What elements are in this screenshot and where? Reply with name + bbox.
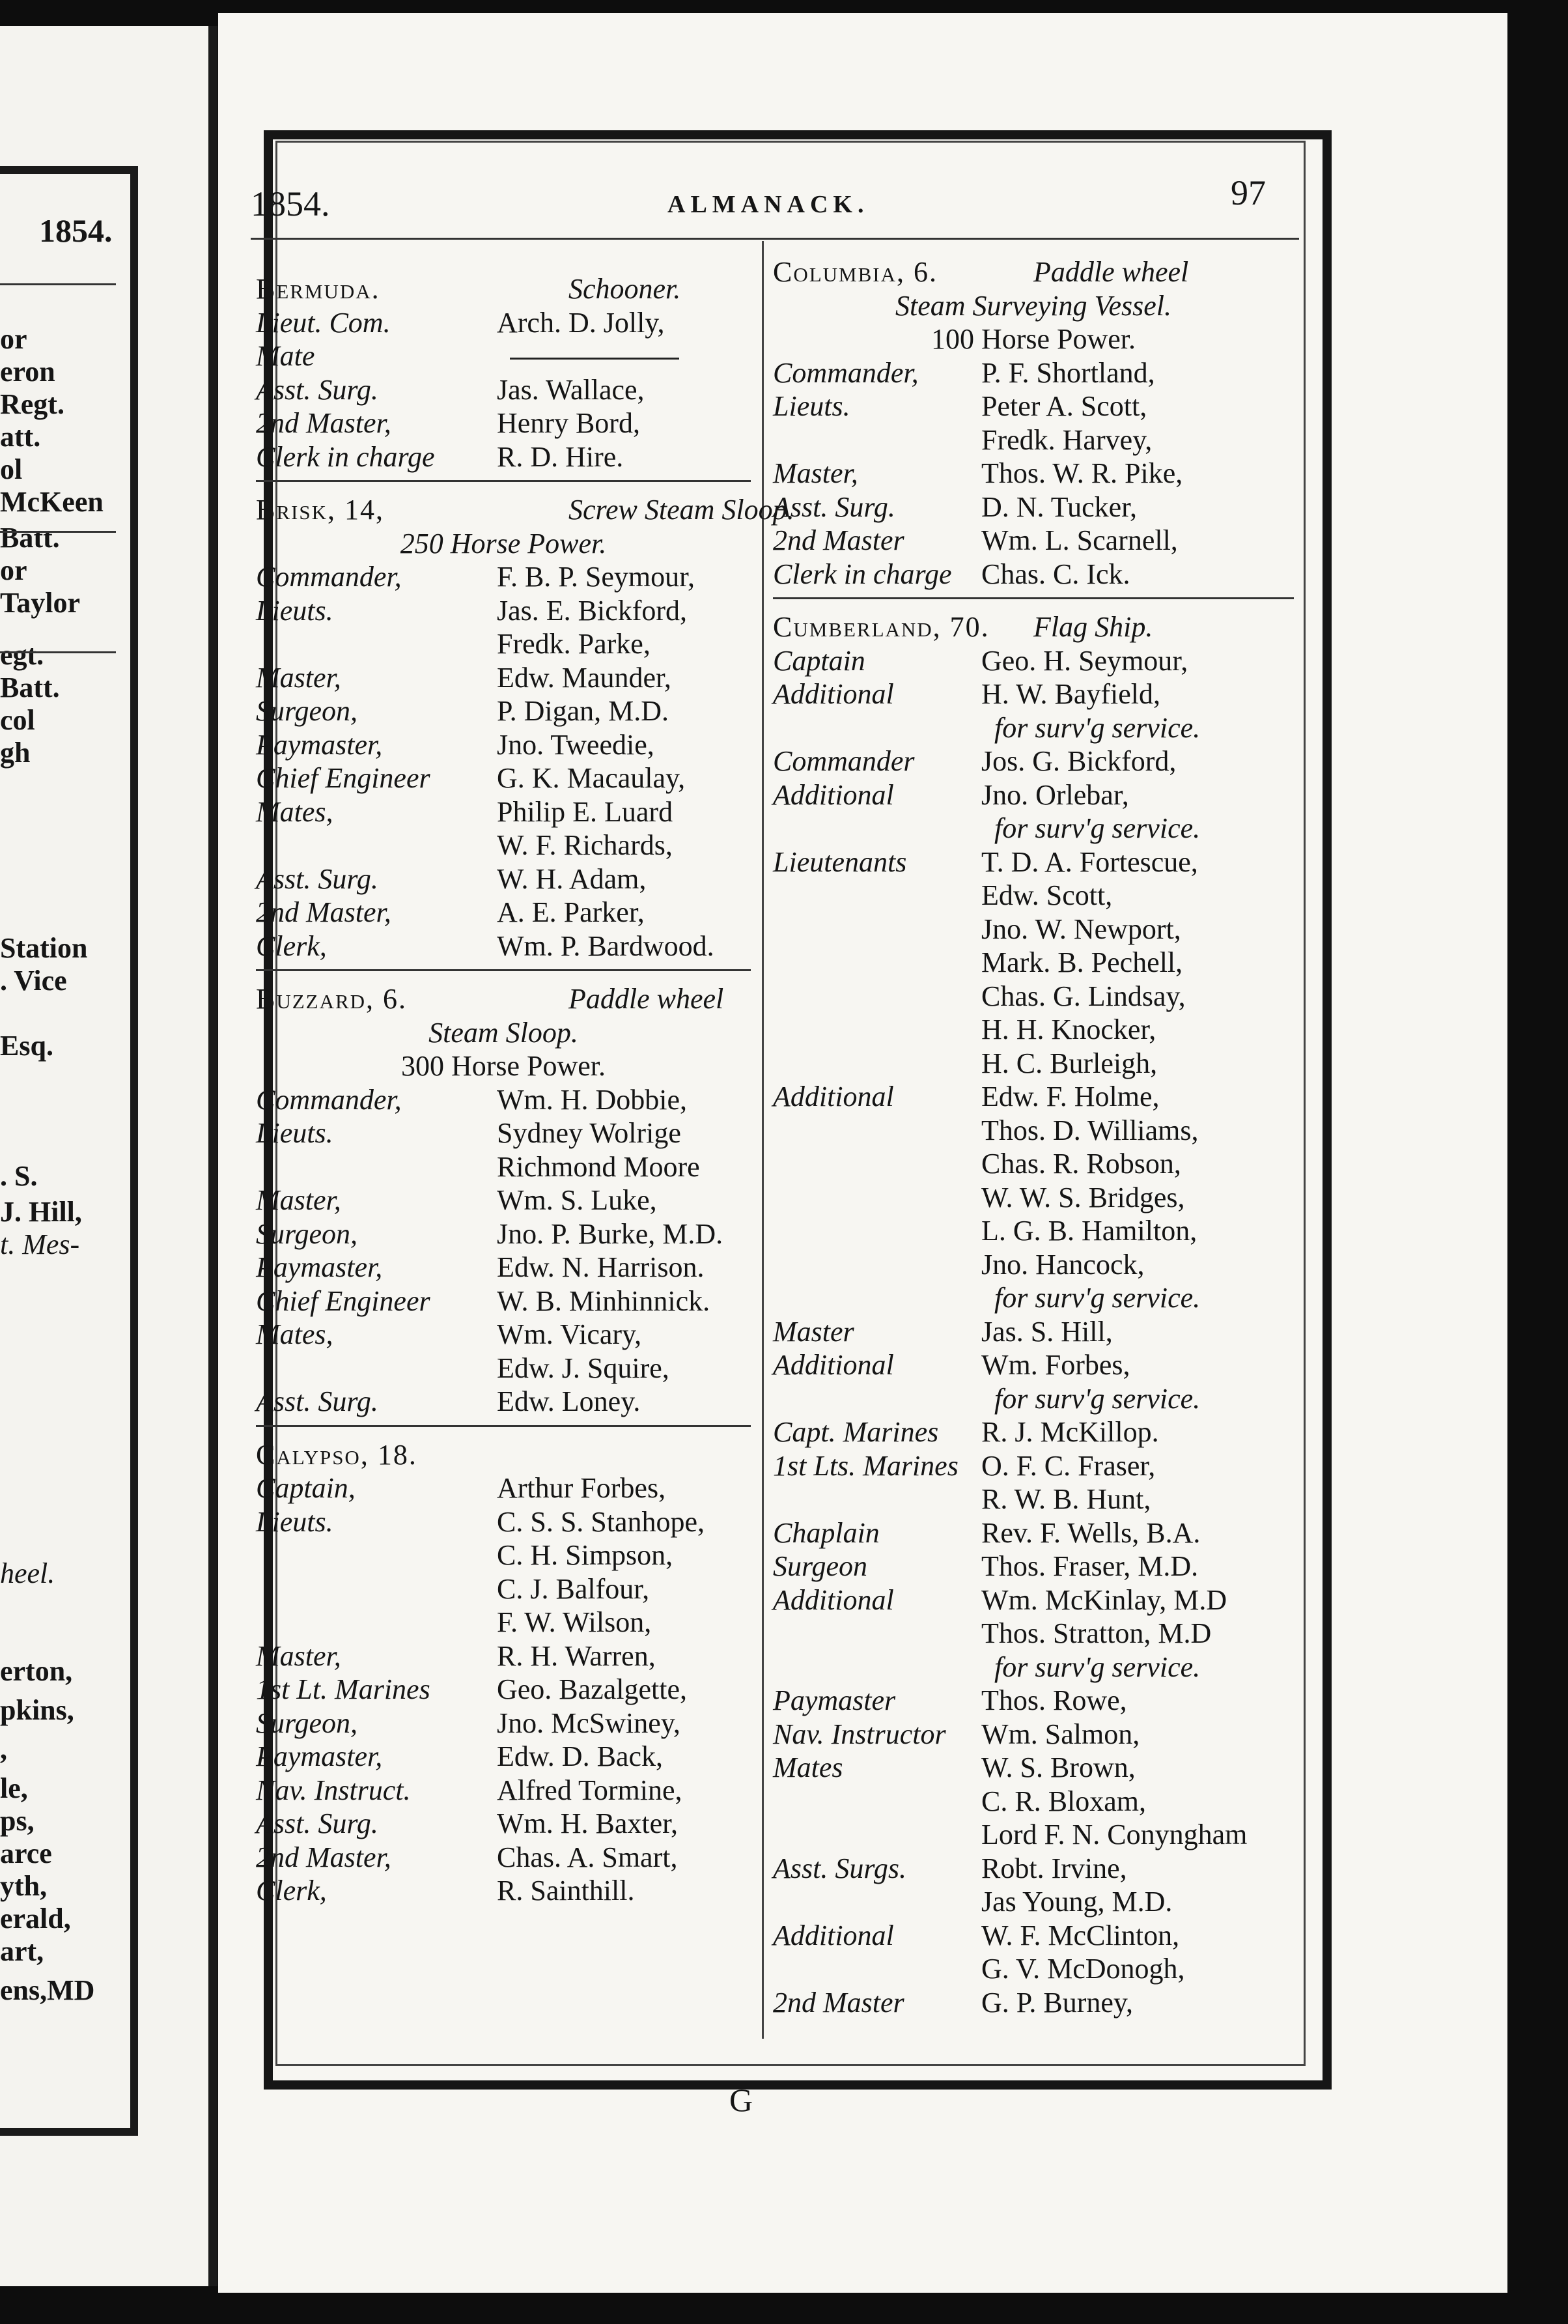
officer-rank: Lieuts.: [256, 1505, 333, 1538]
header-rule: [251, 238, 1299, 240]
officer-rank: Master,: [256, 1184, 341, 1216]
officer-name: G. P. Burney,: [981, 1986, 1134, 2019]
officer-name: R. W. B. Hunt,: [981, 1483, 1151, 1515]
officer-name: Wm. P. Bardwood.: [497, 929, 714, 962]
officer-rank: 1st Lts. Marines: [773, 1449, 959, 1482]
officer-name: G. V. McDonogh,: [981, 1953, 1185, 1985]
officer-name: Edw. N. Harrison.: [497, 1251, 705, 1283]
officer-rank: Paymaster: [773, 1684, 896, 1716]
officer-name: W. F. Richards,: [497, 829, 673, 861]
running-head-year: 1854.: [251, 184, 330, 223]
ship-name: Brisk, 14,: [256, 494, 384, 526]
officer-name: Jno. W. Newport,: [981, 913, 1181, 945]
officer-rank: Lieuts.: [256, 1117, 333, 1149]
officer-name: Chas. A. Smart,: [497, 1841, 678, 1873]
previous-page-line: Batt.: [0, 522, 60, 554]
officer-name: Thos. Fraser, M.D.: [981, 1550, 1199, 1582]
officer-rank: Commander,: [256, 561, 402, 593]
officer-name: Thos. Rowe,: [981, 1684, 1127, 1716]
previous-page-line: yth,: [0, 1870, 48, 1902]
officer-rank: Asst. Surg.: [773, 490, 895, 523]
officer-rank: Captain,: [256, 1472, 356, 1504]
officer-name: R. Sainthill.: [497, 1875, 635, 1906]
ship-type: Schooner.: [568, 273, 681, 305]
officer-name: T. D. A. Fortescue,: [981, 845, 1198, 878]
officer-rank: Chaplain: [773, 1516, 880, 1549]
officer-name: Jas. Wallace,: [497, 373, 645, 406]
officer-rank: Chief Engineer: [256, 1284, 430, 1317]
previous-page-line: art,: [0, 1935, 44, 1967]
previous-page-line: erton,: [0, 1655, 73, 1687]
officer-rank: Paymaster,: [256, 728, 383, 761]
officer-name: G. K. Macaulay,: [497, 762, 686, 794]
previous-page-line: t. Mes-: [0, 1228, 80, 1260]
previous-page-rule: [0, 283, 116, 285]
officer-rank: Additional: [773, 1349, 894, 1381]
officer-name: Robt. Irvine,: [981, 1852, 1127, 1884]
officer-rank: Paymaster,: [256, 1251, 383, 1283]
officer-name: W. B. Minhinnick.: [497, 1284, 710, 1317]
ship-heading: [256, 982, 724, 1015]
officer-name: for surv'g service.: [994, 812, 1201, 844]
officer-name: Richmond Moore: [497, 1150, 700, 1183]
officer-rank: Clerk in charge: [773, 558, 952, 590]
vacant-dash: [510, 358, 679, 360]
officer-rank: Surgeon,: [256, 1217, 358, 1250]
officer-rank: Chief Engineer: [256, 762, 430, 794]
officer-rank: Paymaster,: [256, 1740, 383, 1772]
officer-name: W. W. S. Bridges,: [981, 1181, 1185, 1213]
officer-name: Thos. Stratton, M.D: [981, 1617, 1212, 1649]
officer-name: Sydney Wolrige: [497, 1117, 681, 1149]
officer-rank: Asst. Surg.: [256, 373, 378, 406]
officer-name: L. G. B. Hamilton,: [981, 1215, 1197, 1247]
officer-rank: Lieuts.: [256, 594, 333, 627]
ship-heading: [773, 255, 1189, 289]
officer-rank: Clerk,: [256, 929, 327, 962]
previous-page-line: Batt.: [0, 672, 60, 703]
officer-name: H. W. Bayfield,: [981, 678, 1160, 710]
officer-rank: Lieut. Com.: [256, 306, 391, 339]
officer-rank: Asst. Surg.: [256, 1807, 378, 1839]
previous-page-line: arce: [0, 1837, 52, 1869]
officer-rank: 2nd Master: [773, 524, 904, 556]
section-rule: [256, 1425, 751, 1427]
officer-rank: Master,: [773, 457, 858, 489]
officer-name: C. J. Balfour,: [497, 1572, 650, 1605]
signature-mark: G: [729, 2082, 753, 2118]
officer-rank: Clerk in charge: [256, 440, 435, 473]
officer-name: Jas. S. Hill,: [981, 1315, 1113, 1348]
officer-name: Jno. McSwiney,: [497, 1707, 680, 1739]
officer-rank: Mates,: [256, 1318, 333, 1350]
officer-name: for surv'g service.: [994, 711, 1201, 744]
officer-rank: Master: [773, 1315, 854, 1348]
officer-rank: Surgeon,: [256, 695, 358, 727]
officer-name: H. H. Knocker,: [981, 1013, 1156, 1045]
officer-name: W. S. Brown,: [981, 1751, 1136, 1783]
previous-page-line: or: [0, 554, 27, 586]
previous-page-line: eron: [0, 356, 55, 388]
previous-page-sliver: [0, 26, 217, 2286]
officer-name: Fredk. Harvey,: [981, 423, 1153, 456]
previous-page-line: Station: [0, 932, 88, 964]
ship-detail: 250 Horse Power.: [400, 527, 607, 560]
officer-name: Geo. Bazalgette,: [497, 1673, 687, 1705]
officer-name: Edw. D. Back,: [497, 1740, 663, 1772]
officer-name: R. D. Hire.: [497, 440, 624, 473]
officer-name: P. Digan, M.D.: [497, 695, 669, 727]
officer-name: Thos. W. R. Pike,: [981, 457, 1183, 489]
officer-rank: Mates,: [256, 795, 333, 828]
officer-name: Peter A. Scott,: [981, 390, 1147, 422]
officer-rank: Master,: [256, 661, 341, 694]
officer-rank: Asst. Surg.: [256, 1385, 378, 1417]
section-rule: [256, 480, 751, 482]
officer-name: O. F. C. Fraser,: [981, 1449, 1156, 1482]
officer-name: H. C. Burleigh,: [981, 1047, 1158, 1079]
ship-type: Paddle wheel: [568, 983, 724, 1015]
officer-rank: Nav. Instruct.: [256, 1774, 411, 1806]
officer-name: Wm. S. Luke,: [497, 1184, 657, 1216]
ship-name: Columbia, 6.: [773, 256, 938, 288]
officer-name: Edw. Scott,: [981, 879, 1113, 911]
ship-heading: [256, 493, 794, 526]
officer-name: Alfred Tormine,: [497, 1774, 682, 1806]
running-head-title: ALMANACK.: [667, 191, 869, 218]
officer-name: for surv'g service.: [994, 1382, 1201, 1415]
officer-name: Fredk. Parke,: [497, 628, 651, 660]
officer-rank: Surgeon: [773, 1550, 868, 1582]
officer-name: Chas. G. Lindsay,: [981, 980, 1186, 1012]
officer-rank: Additional: [773, 1919, 894, 1951]
officer-name: R. H. Warren,: [497, 1639, 656, 1672]
ship-name: Buzzard, 6.: [256, 983, 408, 1015]
officer-rank: Additional: [773, 778, 894, 811]
previous-page-line: . Vice: [0, 965, 67, 997]
officer-name: Chas. R. Robson,: [981, 1148, 1181, 1180]
officer-name: Thos. D. Williams,: [981, 1114, 1199, 1146]
officer-rank: Capt. Marines: [773, 1416, 939, 1448]
officer-name: Edw. J. Squire,: [497, 1352, 669, 1384]
section-rule: [773, 597, 1294, 599]
previous-page-line: or: [0, 323, 27, 355]
previous-page-line: egt.: [0, 639, 44, 671]
officer-name: for surv'g service.: [994, 1282, 1201, 1314]
officer-name: P. F. Shortland,: [981, 356, 1155, 389]
previous-page-line: heel.: [0, 1557, 55, 1589]
officer-name: Henry Bord,: [497, 407, 640, 439]
previous-page-line: gh: [0, 737, 31, 769]
ship-detail: Steam Surveying Vessel.: [895, 289, 1171, 322]
officer-name: F. W. Wilson,: [497, 1606, 652, 1638]
officer-rank: Mate: [256, 340, 315, 372]
previous-page-line: le,: [0, 1772, 28, 1804]
previous-page-line: erald,: [0, 1903, 71, 1934]
ship-name: Calypso, 18.: [256, 1438, 417, 1471]
officer-name: Edw. Loney.: [497, 1385, 641, 1417]
officer-name: Jno. Hancock,: [981, 1248, 1145, 1281]
officer-rank: Commander,: [256, 1083, 402, 1116]
previous-page-line: Regt.: [0, 388, 64, 420]
officer-name: Wm. Vicary,: [497, 1318, 642, 1350]
ship-name: Bermuda.: [256, 273, 380, 305]
ship-heading: [256, 272, 681, 305]
officer-rank: Lieuts.: [773, 390, 850, 422]
previous-page-line: McKeen: [0, 486, 104, 518]
officer-rank: Asst. Surgs.: [773, 1852, 906, 1884]
previous-page-line: Esq.: [0, 1030, 53, 1062]
ship-name: Cumberland, 70.: [773, 611, 990, 643]
officer-name: F. B. P. Seymour,: [497, 561, 695, 593]
officer-name: Rev. F. Wells, B.A.: [981, 1516, 1201, 1549]
page-number: 97: [1231, 173, 1266, 212]
ship-type: Flag Ship.: [1033, 611, 1153, 643]
officer-name: Jno. P. Burke, M.D.: [497, 1217, 723, 1250]
previous-page-line: J. Hill,: [0, 1196, 82, 1228]
officer-rank: Lieutenants: [773, 845, 907, 878]
officer-name: W. F. McClinton,: [981, 1919, 1180, 1951]
officer-name: Mark. B. Pechell,: [981, 946, 1183, 978]
officer-rank: Surgeon,: [256, 1707, 358, 1739]
previous-page-line: att.: [0, 421, 41, 453]
officer-name: A. E. Parker,: [497, 896, 645, 928]
officer-name: Arch. D. Jolly,: [497, 306, 665, 339]
almanack-page: [218, 13, 1507, 2293]
ship-type: Screw Steam Sloop.: [568, 494, 794, 526]
officer-rank: Additional: [773, 1081, 894, 1112]
previous-page-line: ol: [0, 453, 23, 485]
officer-name: Wm. McKinlay, M.D: [981, 1583, 1227, 1616]
officer-name: for surv'g service.: [994, 1651, 1201, 1683]
officer-rank: Commander,: [773, 356, 919, 389]
officer-name: W. H. Adam,: [497, 862, 647, 895]
previous-page-line: Taylor: [0, 587, 81, 619]
officer-name: C. H. Simpson,: [497, 1539, 673, 1571]
officer-rank: Captain: [773, 644, 865, 677]
officer-rank: Nav. Instructor: [773, 1718, 946, 1750]
ship-detail: 100 Horse Power.: [931, 323, 1136, 355]
officer-name: Philip E. Luard: [497, 795, 673, 828]
ship-detail: Steam Sloop.: [428, 1016, 578, 1049]
officer-rank: 2nd Master,: [256, 407, 391, 439]
officer-rank: 2nd Master,: [256, 1841, 391, 1873]
officer-name: Jno. Orlebar,: [981, 778, 1129, 811]
officer-name: C. R. Bloxam,: [981, 1785, 1147, 1817]
previous-page-line: ens,MD: [0, 1974, 95, 2006]
officer-rank: Mates: [773, 1751, 843, 1783]
officer-rank: Master,: [256, 1639, 341, 1672]
officer-rank: Additional: [773, 678, 894, 710]
officer-name: Jno. Tweedie,: [497, 728, 654, 761]
officer-name: Wm. Salmon,: [981, 1718, 1140, 1750]
officer-name: R. J. McKillop.: [981, 1416, 1159, 1448]
previous-page-line: ps,: [0, 1805, 35, 1837]
officer-name: Jos. G. Bickford,: [981, 745, 1177, 777]
officer-name: Edw. Maunder,: [497, 661, 671, 694]
officer-rank: 1st Lt. Marines: [256, 1673, 430, 1705]
officer-rank: Clerk,: [256, 1875, 327, 1906]
ship-heading: [773, 610, 1153, 644]
ship-detail: 300 Horse Power.: [400, 1050, 606, 1082]
previous-page-rule: [0, 651, 116, 653]
officer-name: C. S. S. Stanhope,: [497, 1505, 705, 1538]
officer-name: Wm. H. Baxter,: [497, 1807, 679, 1839]
officer-rank: 2nd Master,: [256, 896, 391, 928]
previous-page-rule: [0, 531, 116, 533]
officer-name: Arthur Forbes,: [497, 1472, 666, 1504]
officer-name: Jas Young, M.D.: [981, 1886, 1173, 1918]
section-rule: [256, 969, 751, 971]
officer-name: D. N. Tucker,: [981, 490, 1138, 523]
officer-name: Chas. C. Ick.: [981, 558, 1130, 590]
officer-name: Edw. F. Holme,: [981, 1081, 1160, 1112]
officer-name: Geo. H. Seymour,: [981, 644, 1188, 677]
officer-rank: Asst. Surg.: [256, 862, 378, 895]
previous-page-line: ,: [0, 1733, 7, 1765]
officer-name: Wm. Forbes,: [981, 1349, 1130, 1381]
previous-page-line: pkins,: [0, 1694, 74, 1726]
officer-rank: 2nd Master: [773, 1986, 904, 2019]
previous-page-year: 1854.: [39, 212, 113, 249]
ship-heading: [256, 1438, 417, 1471]
ship-type: Paddle wheel: [1033, 256, 1189, 288]
previous-page-line: . S.: [0, 1160, 38, 1192]
officer-name: Jas. E. Bickford,: [497, 594, 688, 627]
officer-name: Wm. H. Dobbie,: [497, 1083, 688, 1116]
officer-rank: Additional: [773, 1583, 894, 1616]
officer-name: Lord F. N. Conyngham: [981, 1819, 1248, 1850]
officer-rank: Commander: [773, 745, 915, 777]
previous-page-line: col: [0, 704, 35, 736]
officer-name: Wm. L. Scarnell,: [981, 524, 1178, 556]
